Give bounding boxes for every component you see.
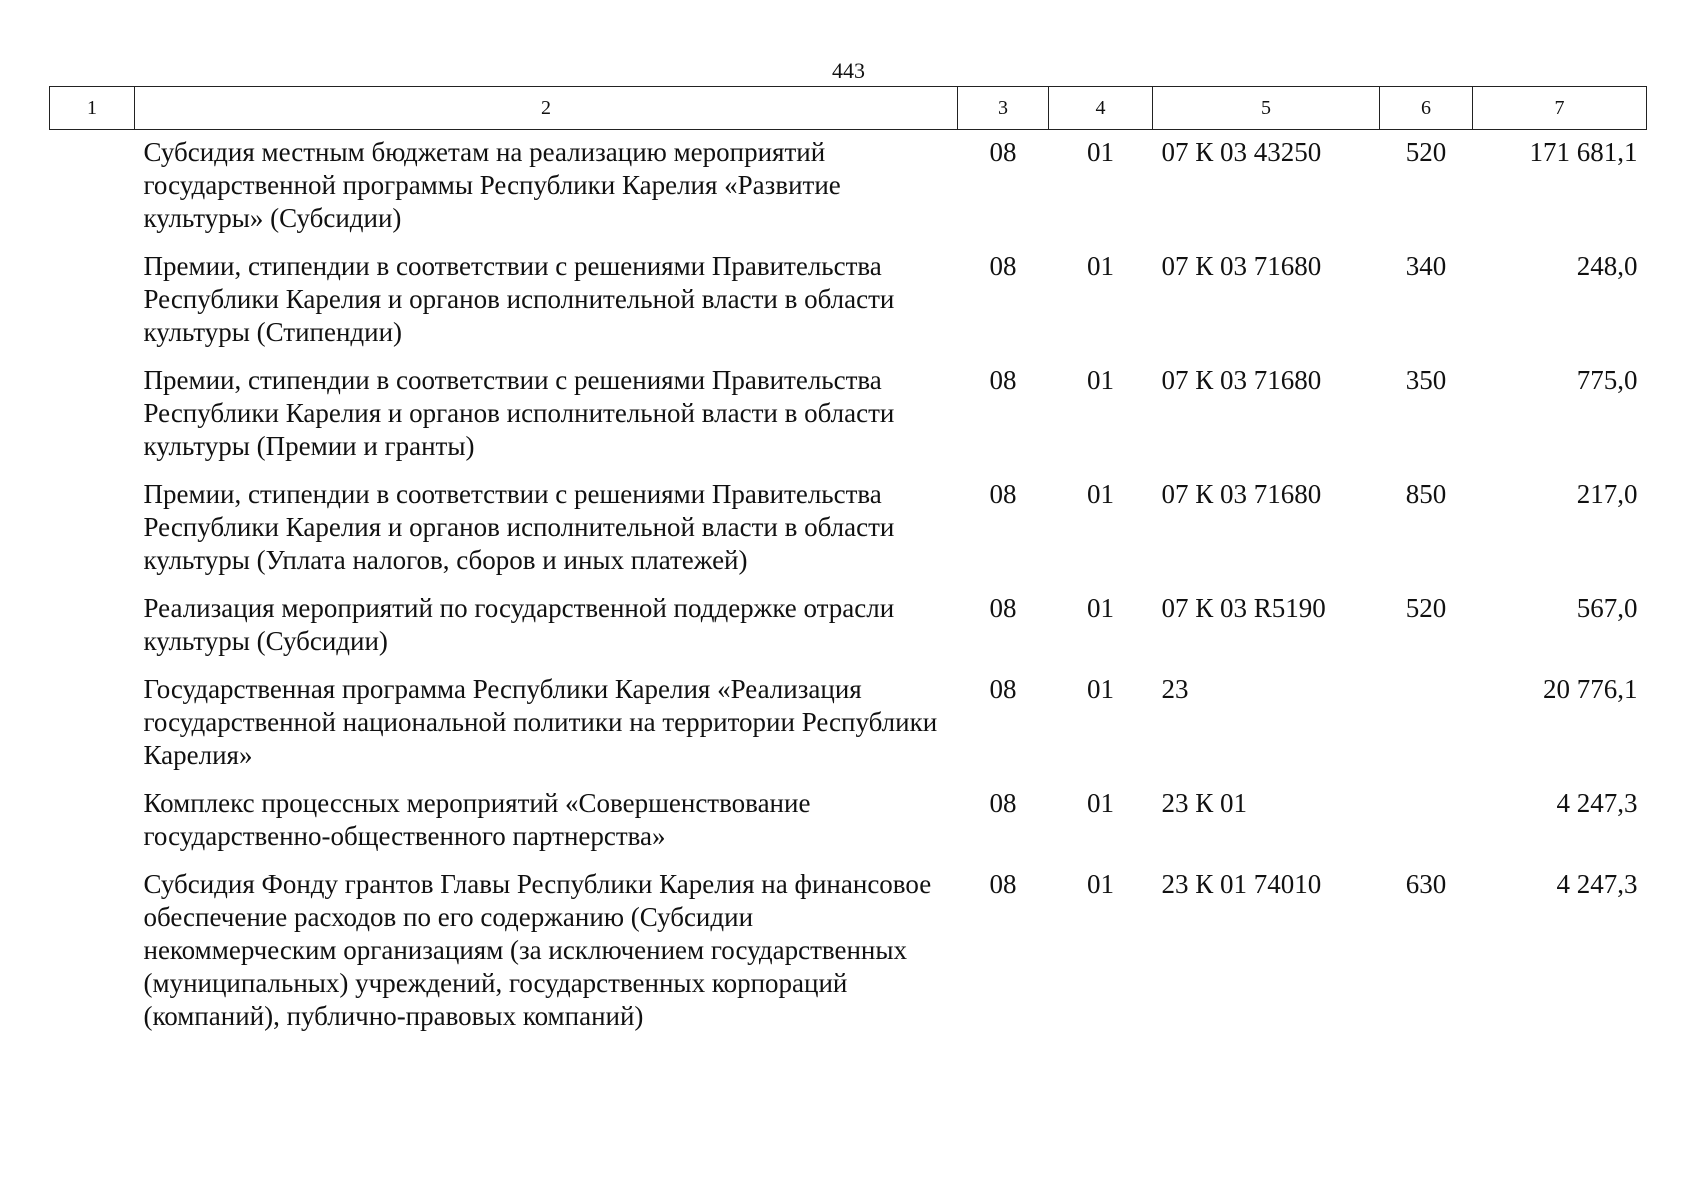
subsection-code: 01: [1087, 593, 1114, 623]
expense-type-code: 630: [1405, 869, 1447, 899]
column-header: 7: [1473, 87, 1647, 130]
target-article-code: 23: [1161, 674, 1189, 704]
expense-type-code: 520: [1405, 593, 1447, 623]
subsection-code: 01: [1087, 788, 1114, 818]
table-row: [50, 130, 1647, 251]
expense-name: Комплекс процессных мероприятий «Совершенствование государственно-общественного партнерства»: [143, 788, 811, 851]
section-code: 08: [989, 788, 1017, 818]
column-header: 5: [1153, 87, 1380, 130]
expense-type-code: 850: [1405, 479, 1447, 509]
column-header: 6: [1380, 87, 1473, 130]
section-code: 08: [989, 674, 1017, 704]
expense-type-code: 340: [1405, 251, 1447, 281]
target-article-code: 23 К 01 74010: [1161, 869, 1322, 899]
empty-cell: [50, 364, 135, 478]
target-article-code: 23 К 01: [1161, 788, 1248, 818]
amount: 217,0: [1576, 479, 1638, 509]
empty-cell: [50, 250, 135, 364]
target-article-code: 07 К 03 71680: [1161, 251, 1322, 281]
table-row: [50, 787, 1647, 868]
table-row: [50, 868, 1647, 1048]
expense-name: Субсидия местным бюджетам на реализацию мероприятий государственной программы Республики Карелия «Развитие культуры» (Субсидии): [143, 137, 841, 233]
target-article-code: 07 К 03 R5190: [1161, 593, 1326, 623]
column-header: 2: [135, 87, 958, 130]
section-code: 08: [989, 251, 1017, 281]
table-row: [50, 364, 1647, 478]
subsection-code: 01: [1087, 137, 1114, 167]
amount: 4 247,3: [1556, 788, 1638, 818]
empty-cell: [50, 787, 135, 868]
section-code: 08: [989, 137, 1017, 167]
empty-cell: [50, 673, 135, 787]
target-article-code: 07 К 03 43250: [1161, 137, 1322, 167]
expense-name: Премии, стипендии в соответствии с решениями Правительства Республики Карелия и органов исполнительной власти в области культуры (Уплата налогов, сборов и иных платежей): [143, 479, 895, 575]
amount: 4 247,3: [1556, 869, 1638, 899]
expense-type-code: [1380, 787, 1473, 868]
empty-cell: [50, 868, 135, 1048]
amount: 171 681,1: [1529, 137, 1638, 167]
empty-cell: [50, 478, 135, 592]
target-article-code: 07 К 03 71680: [1161, 365, 1322, 395]
table-row: [50, 673, 1647, 787]
table-row: [50, 592, 1647, 673]
column-header: 4: [1049, 87, 1153, 130]
expense-name: Премии, стипендии в соответствии с решениями Правительства Республики Карелия и органов исполнительной власти в области культуры (Стипендии): [143, 251, 895, 347]
expense-type-code: 520: [1405, 137, 1447, 167]
table-row: [50, 250, 1647, 364]
empty-cell: [50, 130, 135, 251]
expense-name: Государственная программа Республики Карелия «Реализация государственной национальной политики на территории Республики Карелия»: [143, 674, 938, 770]
expense-type-code: [1380, 673, 1473, 787]
expense-name: Реализация мероприятий по государственной поддержке отрасли культуры (Субсидии): [143, 593, 895, 656]
expense-type-code: 350: [1405, 365, 1447, 395]
column-number-header: [50, 87, 1647, 130]
expense-name: Субсидия Фонду грантов Главы Республики Карелия на финансовое обеспечение расходов по его содержанию (Субсидии некоммерческим организациям (за исключением государственных (муниципальных) учреждений, государственных корпораций (компаний), публично-правовых компаний): [143, 869, 932, 1031]
page-number: 443: [832, 58, 865, 83]
subsection-code: 01: [1087, 674, 1114, 704]
section-code: 08: [989, 869, 1017, 899]
target-article-code: 07 К 03 71680: [1161, 479, 1322, 509]
table-row: [50, 478, 1647, 592]
amount: 775,0: [1576, 365, 1638, 395]
empty-cell: [50, 592, 135, 673]
amount: 20 776,1: [1543, 674, 1638, 704]
budget-table: [49, 86, 1647, 1048]
section-code: 08: [989, 479, 1017, 509]
subsection-code: 01: [1087, 479, 1114, 509]
subsection-code: 01: [1087, 365, 1114, 395]
amount: 248,0: [1576, 251, 1638, 281]
section-code: 08: [989, 365, 1017, 395]
subsection-code: 01: [1087, 251, 1114, 281]
subsection-code: 01: [1087, 869, 1114, 899]
expense-name: Премии, стипендии в соответствии с решениями Правительства Республики Карелия и органов исполнительной власти в области культуры (Премии и гранты): [143, 365, 895, 461]
column-header: 1: [50, 87, 135, 130]
section-code: 08: [989, 593, 1017, 623]
amount: 567,0: [1576, 593, 1638, 623]
column-header: 3: [958, 87, 1049, 130]
